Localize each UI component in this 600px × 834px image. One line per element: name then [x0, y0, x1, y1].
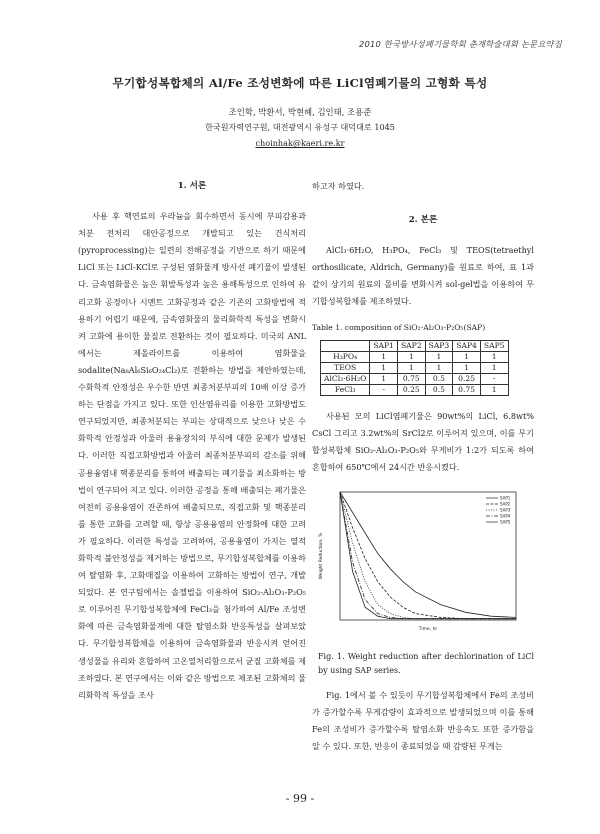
intro-paragraph: 사용 후 핵연료의 우라늄을 회수하면서 동시에 부피감용과 처분 전처리 대안공정으로 개발되고 있는 건식처리(pyroprocessing)는 일련의 전해공정을 기반으로 하기 때문에 LiCl 또는 LiCl-KCl로 구성된 염화물계 방사선 폐기물이 발생된다. 금속염화물은 높은 휘발특성과 높은 용해특성으로 인하여 유리고화 공정이나 시멘트 고화공정과 같은 기존의 고화방법에 적용하기 어렵기 때문에, 금속염화물의 물리화학적 특성을 변화시켜 고화에 용이한 물질로 전환하는 것이 필요하다. 미국의 ANL에서는 제올라이트를 이용하여 염화물을 sodalite(Na₈Al₆Si₆O₂₄Cl₂)로 전환하는 방법을 제안하였는데, 수화학적 안정성은 우수한 반면 최종처분부피의 10배 이상 증가하는 단점을 가지고 있다. 또한 인산염유리를 이용한 고화방법도 연구되었지만, 최종처분되는 부피는 상대적으로 낮으나 낮은 수화학적 안정성과 아울러 용융장치의 부식에 대한 문제가 발생된다. 이러한 직접고화방법과 아울러 최종처분부피의 감소를 위해 공용융염내 핵종분리를 통하여 배출되는 폐기물을 최소화하는 방법이 연구되어 지고 있다. 이러한 공정을 통해 배출되는 폐기물은 여전히 공용융염이 잔존하여 배출되므로, 직접고화 및 핵종분리를 통한 고화를 고려할 때, 항상 공용융염의 안정화에 대한 고려가 필요하다. 이러한 특성을 고려하여, 공용융염이 가지는 열적 화학적 불안정성을 제거하는 방법으로, 무기합성복합체를 이용하여 탈염화 후, 고화매질을 이용하여 고화하는 방법이 연구, 개발되었다. 본 연구팀에서는 솔젤법을 이용하여 SiO₂-Al₂O₃-P₂O₅로 이루어진 무기합성복합체에 FeCl₃을 첨가하여 Al/Fe 조성변화에 따른 금속염화물계에 대한 탈염소화 반응특성을 살펴보았다. 무기합성복합체을 이용하여 금속염화물과 반응시켜 얻어진 생성물을 유리와 혼합하여 고온열처리함으로서 균질 고화체를 제조하였다. 본 연구에서는 이와 같은 방법으로 제조된 고화체의 물리화학적 특성을 조사: [78, 211, 306, 700]
body-paragraph-3: Fig. 1에서 볼 수 있듯이 무기합성복합체에서 Fe의 조성비가 증가할수록 무게감량이 효과적으로 발생되었으며 이를 통해 Fe의 조성비가 증가할수록 탈염소화 반응속도 또한 증가함을 알 수 있다. 또한, 반응이 종료되었을 때 감량된 무게는: [312, 690, 534, 752]
series-line-sap5: [340, 492, 516, 619]
legend-label: SAP5: [500, 519, 511, 525]
intro-continued: 하고자 하였다.: [312, 181, 365, 191]
legend-label: SAP4: [500, 513, 511, 519]
weight-reduction-chart: [312, 486, 527, 642]
table-caption: Table 1. composition of SiO₂-Al₂O₃-P₂O₅(SAP): [312, 322, 486, 332]
table-cell: H₃PO₄: [321, 351, 370, 362]
paper-title: 무기합성복합체의 Al/Fe 조성변화에 따른 LiCl염폐기물의 고형화 특성: [112, 76, 488, 90]
table-header-cell: SAP3: [425, 340, 453, 351]
page-number: - 99 -: [285, 792, 315, 805]
series-line-sap2: [340, 492, 516, 619]
table-header-cell: SAP4: [453, 340, 481, 351]
table-cell: 0.25: [453, 373, 481, 384]
table-cell: 1: [370, 362, 398, 373]
table-header-cell: [321, 340, 370, 351]
table-cell: TEOS: [321, 362, 370, 373]
table-cell: 1: [453, 351, 481, 362]
legend-label: SAP1: [500, 495, 511, 501]
table-cell: -: [480, 373, 508, 384]
series-line-sap1: [340, 492, 516, 617]
author-list: 조인학, 박환서, 박현혜, 김인태, 조용준: [228, 107, 372, 117]
series-line-sap3: [340, 492, 516, 619]
table-row: [321, 351, 509, 362]
affiliation: 한국원자력연구원, 대전광역시 유성구 대덕대로 1045: [205, 122, 395, 132]
table-cell: 1: [480, 384, 508, 395]
table-header-cell: SAP1: [370, 340, 398, 351]
table-cell: 0.75: [397, 373, 425, 384]
intro-heading: 1. 서론: [177, 181, 207, 191]
table-cell: 0.25: [397, 384, 425, 395]
table-header-row: [321, 340, 509, 351]
body-heading: 2. 본론: [408, 215, 438, 226]
table-cell: 1: [370, 351, 398, 362]
table-cell: 0.75: [453, 384, 481, 395]
table-cell: 0.5: [425, 384, 453, 395]
table-cell: 1: [480, 351, 508, 362]
table-header-cell: SAP2: [397, 340, 425, 351]
left-column: [78, 181, 306, 704]
x-axis-label: Time, hr: [418, 627, 438, 633]
y-axis-label: Weight Reduction, %: [319, 532, 324, 580]
right-column: [312, 178, 534, 756]
table-cell: 1: [425, 362, 453, 373]
table-cell: AlCl₃·6H₂O: [321, 373, 370, 384]
table-cell: 1: [425, 351, 453, 362]
legend-label: SAP3: [500, 507, 511, 513]
table-cell: 1: [397, 362, 425, 373]
body-paragraph-1: AlCl₃·6H₂O, H₃PO₄, FeCl₃ 및 TEOS(tetraethyl orthosilicate, Aldrich, Germany)를 원료로 하여, 표 1과 같이 상기의 원료의 몰비를 변화시켜 sol-gel법을 이용하여 무기합성복합체를 제조하였다.: [312, 245, 534, 307]
figure-1: [312, 486, 534, 677]
body-paragraph-2: 사용된 모의 LiCl염폐기물은 90wt%의 LiCl, 6.8wt% CsCl 그리고 3.2wt%의 SrCl2로 이루어져 있으며, 이를 무기합성복합체 SiO₂-Al₂O₃-P₂O₅와 무게비가 1:2가 되도록 하여 혼합하여 650℃에서 24시간 반응시켰다.: [312, 410, 534, 472]
series-line-sap4: [340, 492, 516, 619]
table-cell: 0.5: [425, 373, 453, 384]
legend-label: SAP2: [500, 501, 511, 507]
email-link[interactable]: choinhak@kaeri.re.kr: [255, 138, 345, 148]
table-cell: FeCl₃: [321, 384, 370, 395]
table-row: [321, 384, 509, 395]
table-cell: -: [370, 384, 398, 395]
composition-table: [320, 340, 509, 396]
table-row: [321, 373, 509, 384]
running-head: 2010 한국방사성폐기물학회 춘계학술대회 논문요약집: [359, 39, 562, 49]
table-cell: 1: [397, 351, 425, 362]
figure-caption: Fig. 1. Weight reduction after dechlorination of LiCl by using SAP series.: [318, 652, 534, 675]
table-cell: 1: [480, 362, 508, 373]
table-header-cell: SAP5: [480, 340, 508, 351]
table-row: [321, 362, 509, 373]
table-cell: 1: [453, 362, 481, 373]
table-cell: 1: [370, 373, 398, 384]
